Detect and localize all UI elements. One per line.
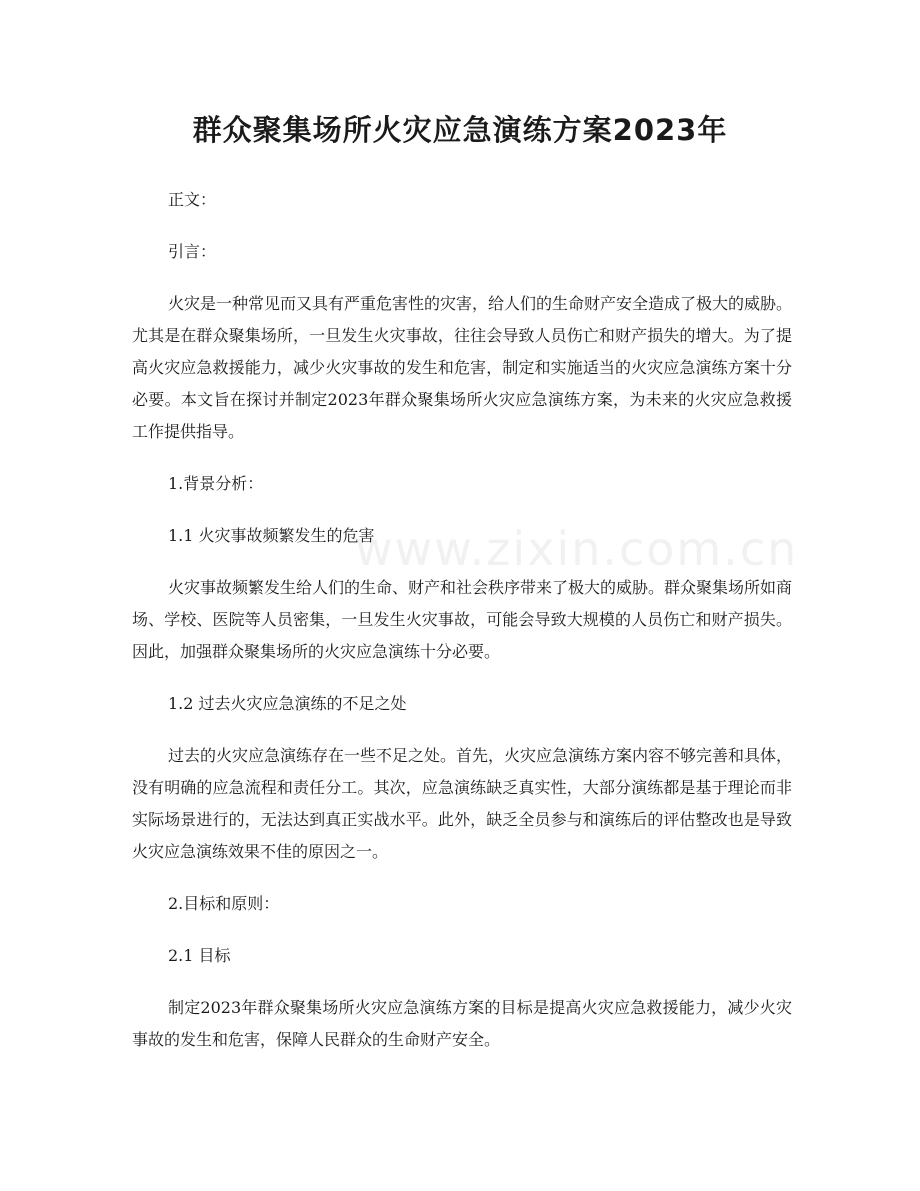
intro-heading: 引言：: [168, 242, 217, 261]
document-body: [132, 184, 792, 1076]
section-1-heading: 1.背景分析：: [168, 474, 264, 493]
section-1-2-paragraph: 过去的火灾应急演练存在一些不足之处。首先，火灾应急演练方案内容不够完善和具体，没有明确的应急流程和责任分工。其次，应急演练缺乏真实性，大部分演练都是基于理论而非实际场景进行的，无法达到真正实战水平。此外，缺乏全员参与和演练后的评估整改也是导致火灾应急演练效果不佳的原因之一。: [132, 746, 793, 861]
section-2-heading: 2.目标和原则：: [168, 894, 280, 913]
section-2-1-paragraph: 制定2023年群众聚集场所火灾应急演练方案的目标是提高火灾应急救援能力，减少火灾事故的发生和危害，保障人民群众的生命财产安全。: [132, 998, 792, 1049]
section-1-2-heading: 1.2 过去火灾应急演练的不足之处: [168, 694, 407, 713]
watermark: www.zixin.com.cn: [355, 522, 799, 576]
section-1-1-heading: 1.1 火灾事故频繁发生的危害: [168, 526, 375, 545]
section-2-1-heading: 2.1 目标: [168, 946, 231, 965]
document-title: 群众聚集场所火灾应急演练方案2023年: [192, 113, 728, 147]
section-1-1-paragraph: 火灾事故频繁发生给人们的生命、财产和社会秩序带来了极大的威胁。群众聚集场所如商场、学校、医院等人员密集，一旦发生火灾事故，可能会导致大规模的人员伤亡和财产损失。因此，加强群众聚集场所的火灾应急演练十分必要。: [132, 578, 793, 661]
intro-paragraph: 火灾是一种常见而又具有严重危害性的灾害，给人们的生命财产安全造成了极大的威胁。尤其是在群众聚集场所，一旦发生火灾事故，往往会导致人员伤亡和财产损失的增大。为了提高火灾应急救援能力，减少火灾事故的发生和危害，制定和实施适当的火灾应急演练方案十分必要。本文旨在探讨并制定2023年群众聚集场所火灾应急演练方案，为未来的火灾应急救援工作提供指导。: [132, 294, 793, 441]
body-label: 正文：: [168, 190, 217, 209]
